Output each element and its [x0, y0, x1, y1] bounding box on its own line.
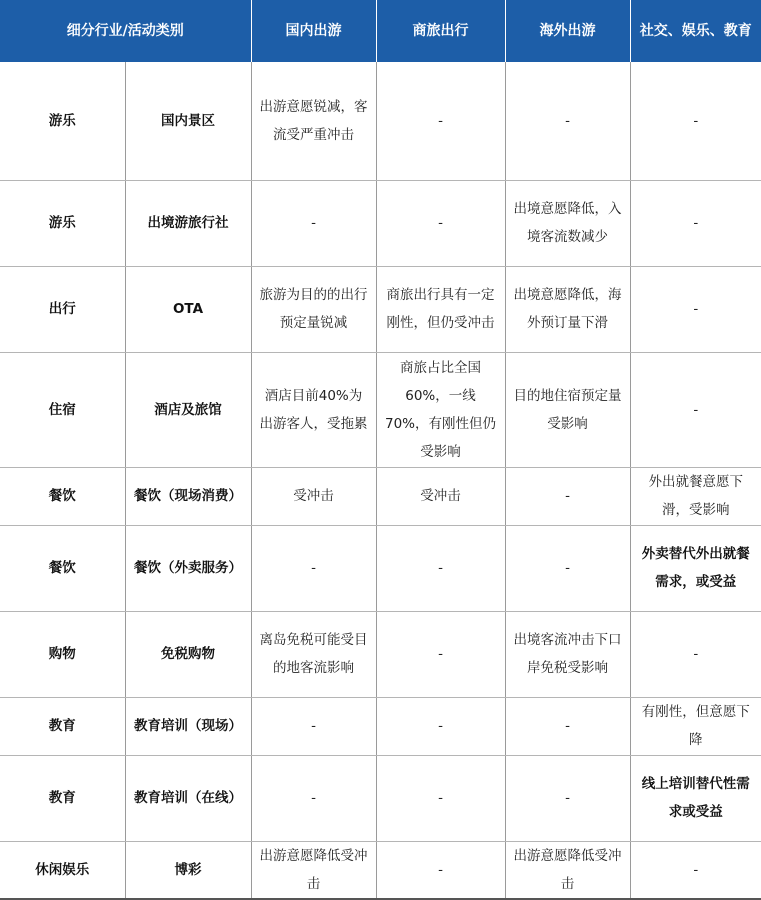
table-row	[0, 525, 761, 611]
cell-overseas: 出境意愿降低，海外预订量下滑	[505, 266, 630, 352]
row-category: 餐饮	[0, 467, 125, 525]
table-row	[0, 62, 761, 180]
cell-domestic: -	[251, 180, 376, 266]
row-subcategory: 教育培训（现场）	[125, 697, 251, 755]
cell-overseas: -	[505, 697, 630, 755]
table-row	[0, 467, 761, 525]
cell-business: -	[376, 62, 505, 180]
cell-business: 商旅出行具有一定刚性，但仍受冲击	[376, 266, 505, 352]
header-category: 细分行业/活动类别	[0, 0, 251, 62]
row-category: 教育	[0, 697, 125, 755]
header-overseas-travel: 海外出游	[505, 0, 630, 62]
row-category: 住宿	[0, 352, 125, 467]
cell-domestic: -	[251, 525, 376, 611]
cell-social: 线上培训替代性需求或受益	[630, 755, 761, 841]
cell-overseas: -	[505, 525, 630, 611]
header-business-travel: 商旅出行	[376, 0, 505, 62]
cell-business: -	[376, 755, 505, 841]
cell-social: -	[630, 62, 761, 180]
cell-domestic: 出游意愿降低受冲击	[251, 841, 376, 899]
cell-social: 外出就餐意愿下滑，受影响	[630, 467, 761, 525]
row-category: 游乐	[0, 180, 125, 266]
row-subcategory: 餐饮（外卖服务）	[125, 525, 251, 611]
row-category: 购物	[0, 611, 125, 697]
cell-domestic: 酒店目前40%为出游客人，受拖累	[251, 352, 376, 467]
table-row	[0, 697, 761, 755]
cell-business: -	[376, 611, 505, 697]
cell-business: 商旅占比全国60%，一线70%，有刚性但仍受影响	[376, 352, 505, 467]
cell-overseas: -	[505, 62, 630, 180]
row-category: 游乐	[0, 62, 125, 180]
cell-domestic: -	[251, 697, 376, 755]
cell-domestic: 出游意愿锐减，客流受严重冲击	[251, 62, 376, 180]
row-category: 教育	[0, 755, 125, 841]
cell-domestic: 离岛免税可能受目的地客流影响	[251, 611, 376, 697]
cell-domestic: 受冲击	[251, 467, 376, 525]
cell-overseas: 目的地住宿预定量受影响	[505, 352, 630, 467]
row-category: 出行	[0, 266, 125, 352]
cell-business: -	[376, 525, 505, 611]
table-row	[0, 352, 761, 467]
cell-overseas: 出境意愿降低，入境客流数减少	[505, 180, 630, 266]
row-subcategory: 出境游旅行社	[125, 180, 251, 266]
table-row	[0, 841, 761, 899]
row-subcategory: 餐饮（现场消费）	[125, 467, 251, 525]
row-subcategory: 国内景区	[125, 62, 251, 180]
cell-business: -	[376, 180, 505, 266]
cell-domestic: 旅游为目的的出行预定量锐减	[251, 266, 376, 352]
table-row	[0, 266, 761, 352]
header-row	[0, 0, 761, 62]
cell-domestic: -	[251, 755, 376, 841]
cell-social: 有刚性，但意愿下降	[630, 697, 761, 755]
row-subcategory: 免税购物	[125, 611, 251, 697]
header-domestic-travel: 国内出游	[251, 0, 376, 62]
cell-overseas: -	[505, 467, 630, 525]
cell-business: 受冲击	[376, 467, 505, 525]
row-subcategory: 酒店及旅馆	[125, 352, 251, 467]
cell-social: -	[630, 352, 761, 467]
cell-business: -	[376, 697, 505, 755]
row-category: 休闲娱乐	[0, 841, 125, 899]
cell-overseas: 出境客流冲击下口岸免税受影响	[505, 611, 630, 697]
cell-social: -	[630, 841, 761, 899]
cell-social: -	[630, 611, 761, 697]
cell-social: 外卖替代外出就餐需求，或受益	[630, 525, 761, 611]
table-row	[0, 180, 761, 266]
cell-overseas: 出游意愿降低受冲击	[505, 841, 630, 899]
row-subcategory: OTA	[125, 266, 251, 352]
cell-social: -	[630, 266, 761, 352]
cell-social: -	[630, 180, 761, 266]
row-subcategory: 博彩	[125, 841, 251, 899]
header-social-entertainment-education: 社交、娱乐、教育	[630, 0, 761, 62]
table-row	[0, 611, 761, 697]
table-row	[0, 755, 761, 841]
cell-overseas: -	[505, 755, 630, 841]
row-subcategory: 教育培训（在线）	[125, 755, 251, 841]
cell-business: -	[376, 841, 505, 899]
row-category: 餐饮	[0, 525, 125, 611]
